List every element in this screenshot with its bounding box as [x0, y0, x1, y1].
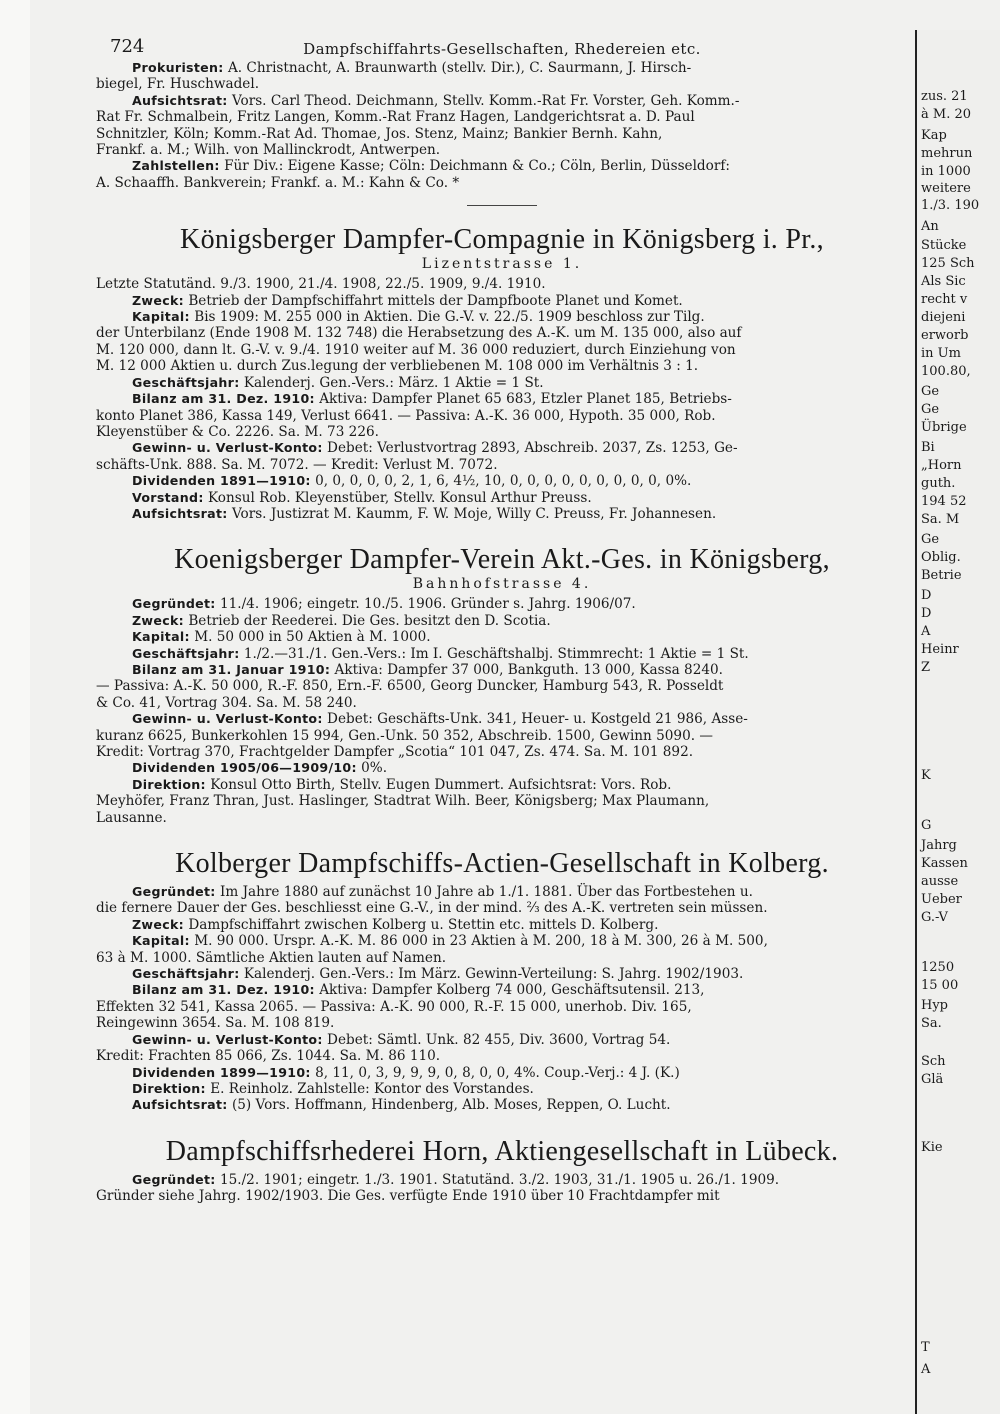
section-gap — [96, 1114, 908, 1136]
entry-line — [96, 933, 908, 949]
field-text: Lausanne. — [96, 809, 167, 826]
adjacent-page-fragment: erworb — [921, 328, 969, 343]
entry-line — [96, 646, 908, 662]
entry-line — [96, 457, 908, 473]
adjacent-page-fragment: D — [921, 588, 932, 603]
adjacent-page-fragment: zus. 21 — [921, 89, 968, 104]
adjacent-page-fragment: Bi — [921, 440, 935, 455]
field-text: A. Schaaffh. Bankverein; Frankf. a. M.: Kahn & Co. * — [96, 174, 460, 191]
entry-line — [96, 309, 908, 325]
adjacent-page-fragment: 15 00 — [921, 978, 959, 993]
field-label: Gegründet: — [132, 596, 216, 612]
field-label: Aufsichtsrat: — [132, 92, 228, 108]
entry-line — [96, 1172, 908, 1188]
field-label: Vorstand: — [132, 489, 204, 505]
adjacent-page-fragment: Ge — [921, 384, 940, 399]
adjacent-page-fragment: diejeni — [921, 310, 966, 325]
field-text: biegel, Fr. Huschwadel. — [96, 76, 260, 93]
field-label: Kapital: — [132, 309, 190, 325]
field-text: Im Jahre 1880 auf zunächst 10 Jahre ab 1./1. 1881. Über das Fortbestehen u. — [219, 884, 753, 901]
entry-line — [96, 109, 908, 125]
entry-line — [96, 325, 908, 341]
field-text: 15./2. 1901; eingetr. 1./3. 1901. Statutänd. 3./2. 1903, 31./1. 1905 u. 26./1. 1909. — [219, 1171, 780, 1188]
adjacent-page-fragment: D — [921, 606, 932, 621]
company-address: Lizentstrasse 1. — [421, 256, 583, 273]
field-label: Aufsichtsrat: — [132, 1097, 228, 1113]
field-text: Kalenderj. Gen.-Vers.: März. 1 Aktie = 1 St. — [243, 374, 544, 391]
entry-line — [96, 175, 908, 191]
field-text: Für Div.: Eigene Kasse; Cöln: Deichmann & Co.; Cöln, Berlin, Düsseldorf: — [224, 158, 730, 175]
entry-line — [96, 950, 908, 966]
entry-line — [96, 276, 908, 292]
field-text: die fernere Dauer der Ges. beschliesst eine G.-V., in der mind. ⅔ des A.-K. vertreten sein müssen. — [96, 900, 768, 917]
adjacent-page-fragment: „Horn — [921, 458, 962, 473]
entry-line — [96, 629, 908, 645]
adjacent-page-fragment: G — [921, 818, 932, 833]
adjacent-page-fragment: in Um — [921, 346, 961, 361]
entry-line — [96, 342, 908, 358]
entry-line — [96, 293, 908, 309]
company-title: Kolberger Dampfschiffs-Actien-Gesellschaft in Kolberg. — [175, 848, 829, 880]
adjacent-page-fragment: Stücke — [921, 238, 967, 253]
field-text: M. 120 000, dann lt. G.-V. v. 9./4. 1910 weiter auf M. 36 000 reduziert, durch Einziehung von — [96, 341, 736, 358]
adjacent-page-fragment: Sch — [921, 1054, 946, 1069]
entry-line — [96, 1065, 908, 1081]
field-text: Kredit: Vortrag 370, Frachtgelder Dampfer „Scotia“ 101 047, Zs. 474. Sa. M. 101 892. — [96, 744, 694, 760]
adjacent-page-fragment: Hyp — [921, 998, 949, 1013]
entry-line — [96, 810, 908, 826]
adjacent-page-fragment: in 1000 — [921, 164, 971, 179]
field-text: Vors. Justizrat M. Kaumm, F. W. Moje, Willy C. Preuss, Fr. Johannesen. — [231, 505, 717, 522]
adjacent-page-fragment: Ge — [921, 532, 940, 547]
adjacent-page-fragment: Ge — [921, 402, 940, 417]
entry-line — [96, 76, 908, 92]
entry-line — [96, 1048, 908, 1064]
field-text: 1./2.—31./1. Gen.-Vers.: Im I. Geschäftshalbj. Stimmrecht: 1 Aktie = 1 St. — [243, 645, 749, 662]
entry-line — [96, 126, 908, 142]
field-label: Gewinn- u. Verlust-Konto: — [132, 440, 323, 456]
adjacent-page-fragment: 125 Sch — [921, 256, 975, 271]
field-text: Rat Fr. Schmalbein, Fritz Langen, Komm.-Rat Franz Hagen, Landgerichtsrat a. D. Paul — [96, 109, 695, 126]
field-label: Kapital: — [132, 933, 190, 949]
adjacent-page-fragment: 1250 — [921, 960, 955, 975]
adjacent-page-fragment: Kassen — [921, 856, 968, 871]
field-text: 8, 11, 0, 3, 9, 9, 9, 0, 8, 0, 0, 4%. Coup.-Verj.: 4 J. (K.) — [315, 1064, 680, 1081]
adjacent-page-fragment: 100.80, — [921, 364, 971, 379]
entry-line — [96, 793, 908, 809]
field-label: Gegründet: — [132, 884, 216, 900]
field-text: Vors. Carl Theod. Deichmann, Stellv. Komm.-Rat Fr. Vorster, Geh. Komm.- — [231, 92, 740, 109]
entry-line — [96, 728, 908, 744]
entry-line — [96, 440, 908, 456]
entry-line — [96, 1097, 908, 1113]
field-text: Konsul Otto Birth, Stellv. Eugen Dummert. Aufsichtsrat: Vors. Rob. — [210, 776, 672, 793]
field-text: Bis 1909: M. 255 000 in Aktien. Die G.-V. v. 22./5. 1909 beschloss zur Tilg. — [194, 309, 705, 326]
entry-line — [96, 473, 908, 489]
adjacent-page-fragment: ausse — [921, 874, 959, 889]
field-text: Konsul Rob. Kleyenstüber, Stellv. Konsul Arthur Preuss. — [207, 489, 592, 506]
field-text: Debet: Geschäfts-Unk. 341, Heuer- u. Kostgeld 21 986, Asse- — [327, 711, 748, 728]
field-text: Dampfschiffahrt zwischen Kolberg u. Stettin etc. mittels D. Kolberg. — [188, 916, 659, 933]
entry-line — [96, 613, 908, 629]
entry-line — [96, 408, 908, 424]
company-title: Königsberger Dampfer-Compagnie in Königsberg i. Pr., — [180, 224, 824, 256]
field-text: 0%. — [361, 760, 388, 777]
entry-line — [96, 662, 908, 678]
adjacent-page-fragment: 194 52 — [921, 494, 967, 509]
field-text: der Unterbilanz (Ende 1908 M. 132 748) die Herabsetzung des A.-K. um M. 135 000, also auf — [96, 325, 742, 342]
entry-line — [96, 744, 908, 760]
adjacent-page-fragment: G.-V — [921, 910, 948, 925]
adjacent-page-fragment: Kap — [921, 128, 947, 143]
entry-line — [96, 60, 908, 76]
entry-line — [96, 596, 908, 612]
field-text: Effekten 32 541, Kassa 2065. — Passiva: A.-K. 90 000, R.-F. 15 000, unerhob. Div. 165, — [96, 998, 692, 1015]
adjacent-page-fragment: K — [921, 768, 931, 783]
field-text: Letzte Statutänd. 9./3. 1900, 21./4. 1908, 22./5. 1909, 9./4. 1910. — [96, 276, 546, 293]
field-label: Geschäftsjahr: — [132, 374, 240, 390]
field-text: M. 90 000. Urspr. A.-K. M. 86 000 in 23 Aktien à M. 200, 18 à M. 300, 26 à M. 500, — [194, 933, 768, 950]
field-label: Zweck: — [132, 916, 184, 932]
field-label: Dividenden 1891—1910: — [132, 473, 311, 489]
entry-line — [96, 1081, 908, 1097]
field-label: Zweck: — [132, 612, 184, 628]
field-text: Aktiva: Dampfer Planet 65 683, Etzler Planet 185, Betriebs- — [319, 391, 732, 408]
entry-line — [96, 391, 908, 407]
field-text: Reingewinn 3654. Sa. M. 108 819. — [96, 1015, 335, 1032]
field-label: Bilanz am 31. Dez. 1910: — [132, 982, 315, 998]
entry-line — [96, 1188, 908, 1204]
field-label: Prokuristen: — [132, 60, 224, 75]
field-text: Meyhöfer, Franz Thran, Just. Haslinger, Stadtrat Wilh. Beer, Königsberg; Max Plaumann, — [96, 793, 710, 810]
scan-margin — [0, 0, 30, 1414]
entry-line — [96, 760, 908, 776]
page-header — [96, 30, 908, 60]
field-label: Dividenden 1899—1910: — [132, 1064, 311, 1080]
entry-line — [96, 142, 908, 158]
entry-line — [96, 966, 908, 982]
entry-line — [96, 424, 908, 440]
adjacent-page-fragment: Betrie — [921, 568, 962, 583]
field-label: Direktion: — [132, 1080, 206, 1096]
entry-line — [96, 695, 908, 711]
field-label: Kapital: — [132, 629, 190, 645]
field-text: (5) Vors. Hoffmann, Hindenberg, Alb. Moses, Reppen, O. Lucht. — [231, 1097, 671, 1114]
entry-line — [96, 900, 908, 916]
field-text: Aktiva: Dampfer 37 000, Bankguth. 13 000, Kassa 8240. — [334, 661, 723, 678]
adjacent-page-fragment: Kie — [921, 1140, 943, 1155]
company-title: Koenigsberger Dampfer-Verein Akt.-Ges. in Königsberg, — [174, 544, 830, 576]
running-title: Dampfschiffahrts-Gesellschaften, Rhedereien etc. — [303, 40, 701, 58]
company-title: Dampfschiffsrhederei Horn, Aktiengesellschaft in Lübeck. — [165, 1135, 839, 1167]
adjacent-page-fragment: A — [921, 1362, 931, 1377]
field-label: Gegründet: — [132, 1171, 216, 1187]
adjacent-page-fragment: Übrige — [921, 420, 967, 435]
field-text: Betrieb der Reederei. Die Ges. besitzt den D. Scotia. — [188, 612, 551, 629]
page-body — [96, 60, 908, 1205]
section-gap — [96, 826, 908, 848]
entry-line — [96, 358, 908, 374]
field-text: Betrieb der Dampfschiffahrt mittels der Dampfboote Planet und Komet. — [188, 292, 683, 309]
field-text: — Passiva: A.-K. 50 000, R.-F. 850, Ern.-F. 6500, Georg Duncker, Hamburg 543, R. Posseldt — [96, 678, 724, 695]
entry-line — [96, 678, 908, 694]
field-text: E. Reinholz. Zahlstelle: Kontor des Vorstandes. — [210, 1080, 534, 1097]
adjacent-page-fragment: Glä — [921, 1072, 944, 1087]
adjacent-page-fragment: guth. — [921, 476, 956, 491]
field-text: konto Planet 386, Kassa 149, Verlust 6641. — Passiva: A.-K. 36 000, Hypoth. 35 000, Rob. — [96, 407, 716, 424]
field-text: M. 50 000 in 50 Aktien à M. 1000. — [194, 629, 431, 646]
field-text: Kleyenstüber & Co. 2226. Sa. M. 73 226. — [96, 423, 379, 440]
section-divider — [467, 205, 537, 206]
section-gap — [96, 522, 908, 544]
adjacent-page-fragment: Jahrg — [921, 838, 957, 853]
adjacent-page-fragment: mehrun — [921, 146, 973, 161]
adjacent-page-fragment: Ueber — [921, 892, 962, 907]
field-text: Aktiva: Dampfer Kolberg 74 000, Geschäftsutensil. 213, — [319, 982, 705, 999]
adjacent-page-fragment: Heinr — [921, 642, 959, 657]
entry-line — [96, 982, 908, 998]
field-label: Zahlstellen: — [132, 158, 220, 174]
adjacent-page-fragment: Oblig. — [921, 550, 961, 565]
field-text: 11./4. 1906; eingetr. 10./5. 1906. Gründer s. Jahrg. 1906/07. — [219, 596, 636, 613]
field-text: Kalenderj. Gen.-Vers.: Im März. Gewinn-Verteilung: S. Jahrg. 1902/1903. — [243, 966, 744, 983]
field-text: Frankf. a. M.; Wilh. von Mallinckrodt, Antwerpen. — [96, 142, 441, 159]
adjacent-page-fragment: Sa. — [921, 1016, 942, 1031]
adjacent-page-fragment: An — [921, 219, 939, 234]
company-address: Bahnhofstrasse 4. — [412, 576, 592, 593]
field-text: A. Christnacht, A. Braunwarth (stellv. Dir.), C. Saurmann, J. Hirsch- — [227, 60, 692, 76]
field-text: Kredit: Frachten 85 066, Zs. 1044. Sa. M. 86 110. — [96, 1048, 441, 1065]
page-number: 724 — [110, 36, 145, 57]
field-text: kuranz 6625, Bunkerkohlen 15 994, Gen.-Unk. 50 352, Abschreib. 1500, Gewinn 5090. — — [96, 727, 713, 744]
adjacent-page-fragment: à M. 20 — [921, 107, 972, 122]
field-text: Schnitzler, Köln; Komm.-Rat Ad. Thomae, Jos. Stenz, Mainz; Bankier Bernh. Kahn, — [96, 125, 663, 142]
field-text: Debet: Sämtl. Unk. 82 455, Div. 3600, Vortrag 54. — [327, 1031, 671, 1048]
entry-line — [96, 490, 908, 506]
entry-line — [96, 506, 908, 522]
field-text: Gründer siehe Jahrg. 1902/1903. Die Ges. verfügte Ende 1910 über 10 Frachtdampfer mit — [96, 1188, 720, 1205]
field-label: Dividenden 1905/06—1909/10: — [132, 760, 357, 776]
entry-line — [96, 711, 908, 727]
adjacent-page-fragment: Sa. M — [921, 512, 960, 527]
field-text: M. 12 000 Aktien u. durch Zus.legung der verbliebenen M. 108 000 im Verhältnis 3 : 1. — [96, 358, 699, 375]
field-label: Direktion: — [132, 776, 206, 792]
entry-line — [96, 777, 908, 793]
field-text: 0, 0, 0, 0, 0, 2, 1, 6, 4½, 10, 0, 0, 0, 0, 0, 0, 0, 0, 0, 0%. — [315, 473, 692, 490]
adjacent-page-fragment: weitere — [921, 181, 971, 196]
adjacent-page-fragment: A — [921, 624, 931, 639]
field-text: 63 à M. 1000. Sämtliche Aktien lauten auf Namen. — [96, 949, 447, 966]
field-label: Geschäftsjahr: — [132, 966, 240, 982]
field-text: schäfts-Unk. 888. Sa. M. 7072. — Kredit: Verlust M. 7072. — [96, 456, 498, 473]
field-label: Bilanz am 31. Dez. 1910: — [132, 391, 315, 407]
book-page — [96, 30, 908, 1205]
field-label: Aufsichtsrat: — [132, 505, 228, 521]
field-label: Gewinn- u. Verlust-Konto: — [132, 711, 323, 727]
field-text: & Co. 41, Vortrag 304. Sa. M. 58 240. — [96, 694, 357, 711]
entry-line — [96, 1015, 908, 1031]
adjacent-page-strip — [915, 30, 1000, 1414]
adjacent-page-fragment: T — [921, 1340, 930, 1355]
entry-line — [96, 158, 908, 174]
field-label: Gewinn- u. Verlust-Konto: — [132, 1031, 323, 1047]
entry-line — [96, 375, 908, 391]
field-text: Debet: Verlustvortrag 2893, Abschreib. 2037, Zs. 1253, Ge- — [327, 440, 738, 457]
field-label: Bilanz am 31. Januar 1910: — [132, 661, 331, 677]
adjacent-page-fragment: Als Sic — [921, 274, 966, 289]
field-label: Geschäftsjahr: — [132, 645, 240, 661]
entry-line — [96, 93, 908, 109]
adjacent-page-fragment: recht v — [921, 292, 968, 307]
entry-line — [96, 1032, 908, 1048]
adjacent-page-fragment: Z — [921, 660, 931, 675]
field-label: Zweck: — [132, 292, 184, 308]
entry-line — [96, 917, 908, 933]
entry-line — [96, 884, 908, 900]
adjacent-page-fragment: 1./3. 190 — [921, 198, 980, 213]
entry-line — [96, 999, 908, 1015]
